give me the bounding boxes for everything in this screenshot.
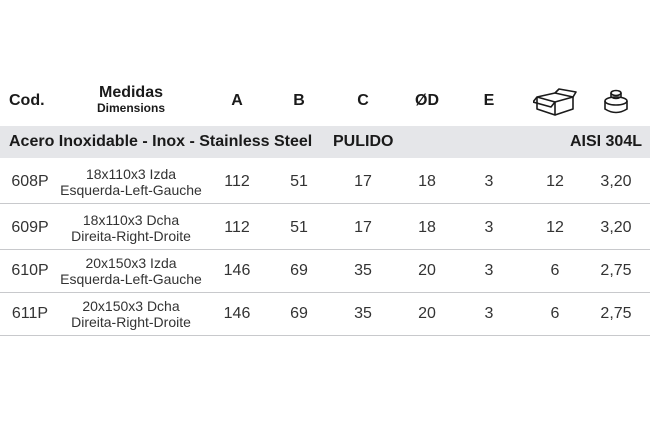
cell-d: 20 (418, 305, 436, 322)
section-grade: AISI 304L (569, 133, 642, 150)
cell-a: 146 (223, 305, 251, 322)
header-e: E (483, 92, 495, 109)
cell-dimensions (58, 255, 204, 287)
cell-box-qty: 12 (546, 173, 564, 190)
header-dimensions-label: Dimensions (96, 101, 165, 115)
cell-a: 112 (224, 219, 250, 236)
cell-b: 69 (290, 262, 308, 279)
cell-a: 146 (223, 262, 251, 279)
cell-cod: 611P (11, 305, 49, 322)
cell-description: Esquerda-Left-Gauche (60, 271, 202, 287)
cell-dimensions (58, 298, 204, 330)
cell-weight: 2,75 (600, 262, 632, 279)
cell-size: 20x150x3 Izda (85, 255, 177, 271)
section-band (0, 126, 650, 158)
section-title: Acero Inoxidable - Inox - Stainless Steel (9, 133, 313, 150)
cell-description: Esquerda-Left-Gauche (60, 182, 202, 198)
table-row (0, 207, 650, 250)
table-row (0, 293, 650, 336)
cell-dimensions (58, 166, 204, 198)
cell-dimensions (58, 212, 204, 244)
cell-weight: 2,75 (600, 305, 632, 322)
cell-cod: 610P (11, 262, 49, 279)
cell-box-qty: 12 (546, 219, 564, 236)
cell-cod: 609P (11, 219, 49, 236)
cell-description: Direita-Right-Droite (71, 228, 191, 244)
table-row (0, 250, 650, 293)
cell-c: 35 (354, 305, 372, 322)
cell-d: 20 (418, 262, 436, 279)
cell-box-qty: 6 (550, 305, 560, 322)
cell-size: 18x110x3 Izda (85, 166, 177, 182)
cell-e: 3 (484, 262, 494, 279)
cell-weight: 3,20 (600, 219, 632, 236)
cell-size: 18x110x3 Dcha (82, 212, 180, 228)
cell-d: 18 (418, 173, 436, 190)
cell-description: Direita-Right-Droite (71, 314, 191, 330)
header-b: B (293, 92, 305, 109)
cell-c: 17 (354, 219, 372, 236)
cell-c: 35 (354, 262, 372, 279)
section-finish: PULIDO (333, 133, 394, 150)
header-c: C (357, 92, 369, 109)
table-header (0, 78, 650, 124)
box-icon (533, 88, 577, 116)
header-a: A (231, 92, 243, 109)
header-d: ØD (415, 92, 439, 109)
cell-b: 69 (290, 305, 308, 322)
cell-c: 17 (354, 173, 372, 190)
header-medidas (60, 84, 202, 115)
cell-d: 18 (418, 219, 436, 236)
header-medidas-label: Medidas (98, 84, 163, 101)
table-row (0, 161, 650, 204)
cell-cod: 608P (11, 173, 49, 190)
weight-icon (601, 86, 631, 116)
cell-box-qty: 6 (550, 262, 560, 279)
cell-size: 20x150x3 Dcha (82, 298, 180, 314)
cell-e: 3 (484, 219, 494, 236)
cell-b: 51 (290, 173, 308, 190)
header-cod: Cod. (9, 92, 45, 109)
cell-a: 112 (224, 173, 250, 190)
cell-e: 3 (484, 173, 494, 190)
cell-weight: 3,20 (600, 173, 632, 190)
cell-b: 51 (290, 219, 308, 236)
cell-e: 3 (484, 305, 494, 322)
